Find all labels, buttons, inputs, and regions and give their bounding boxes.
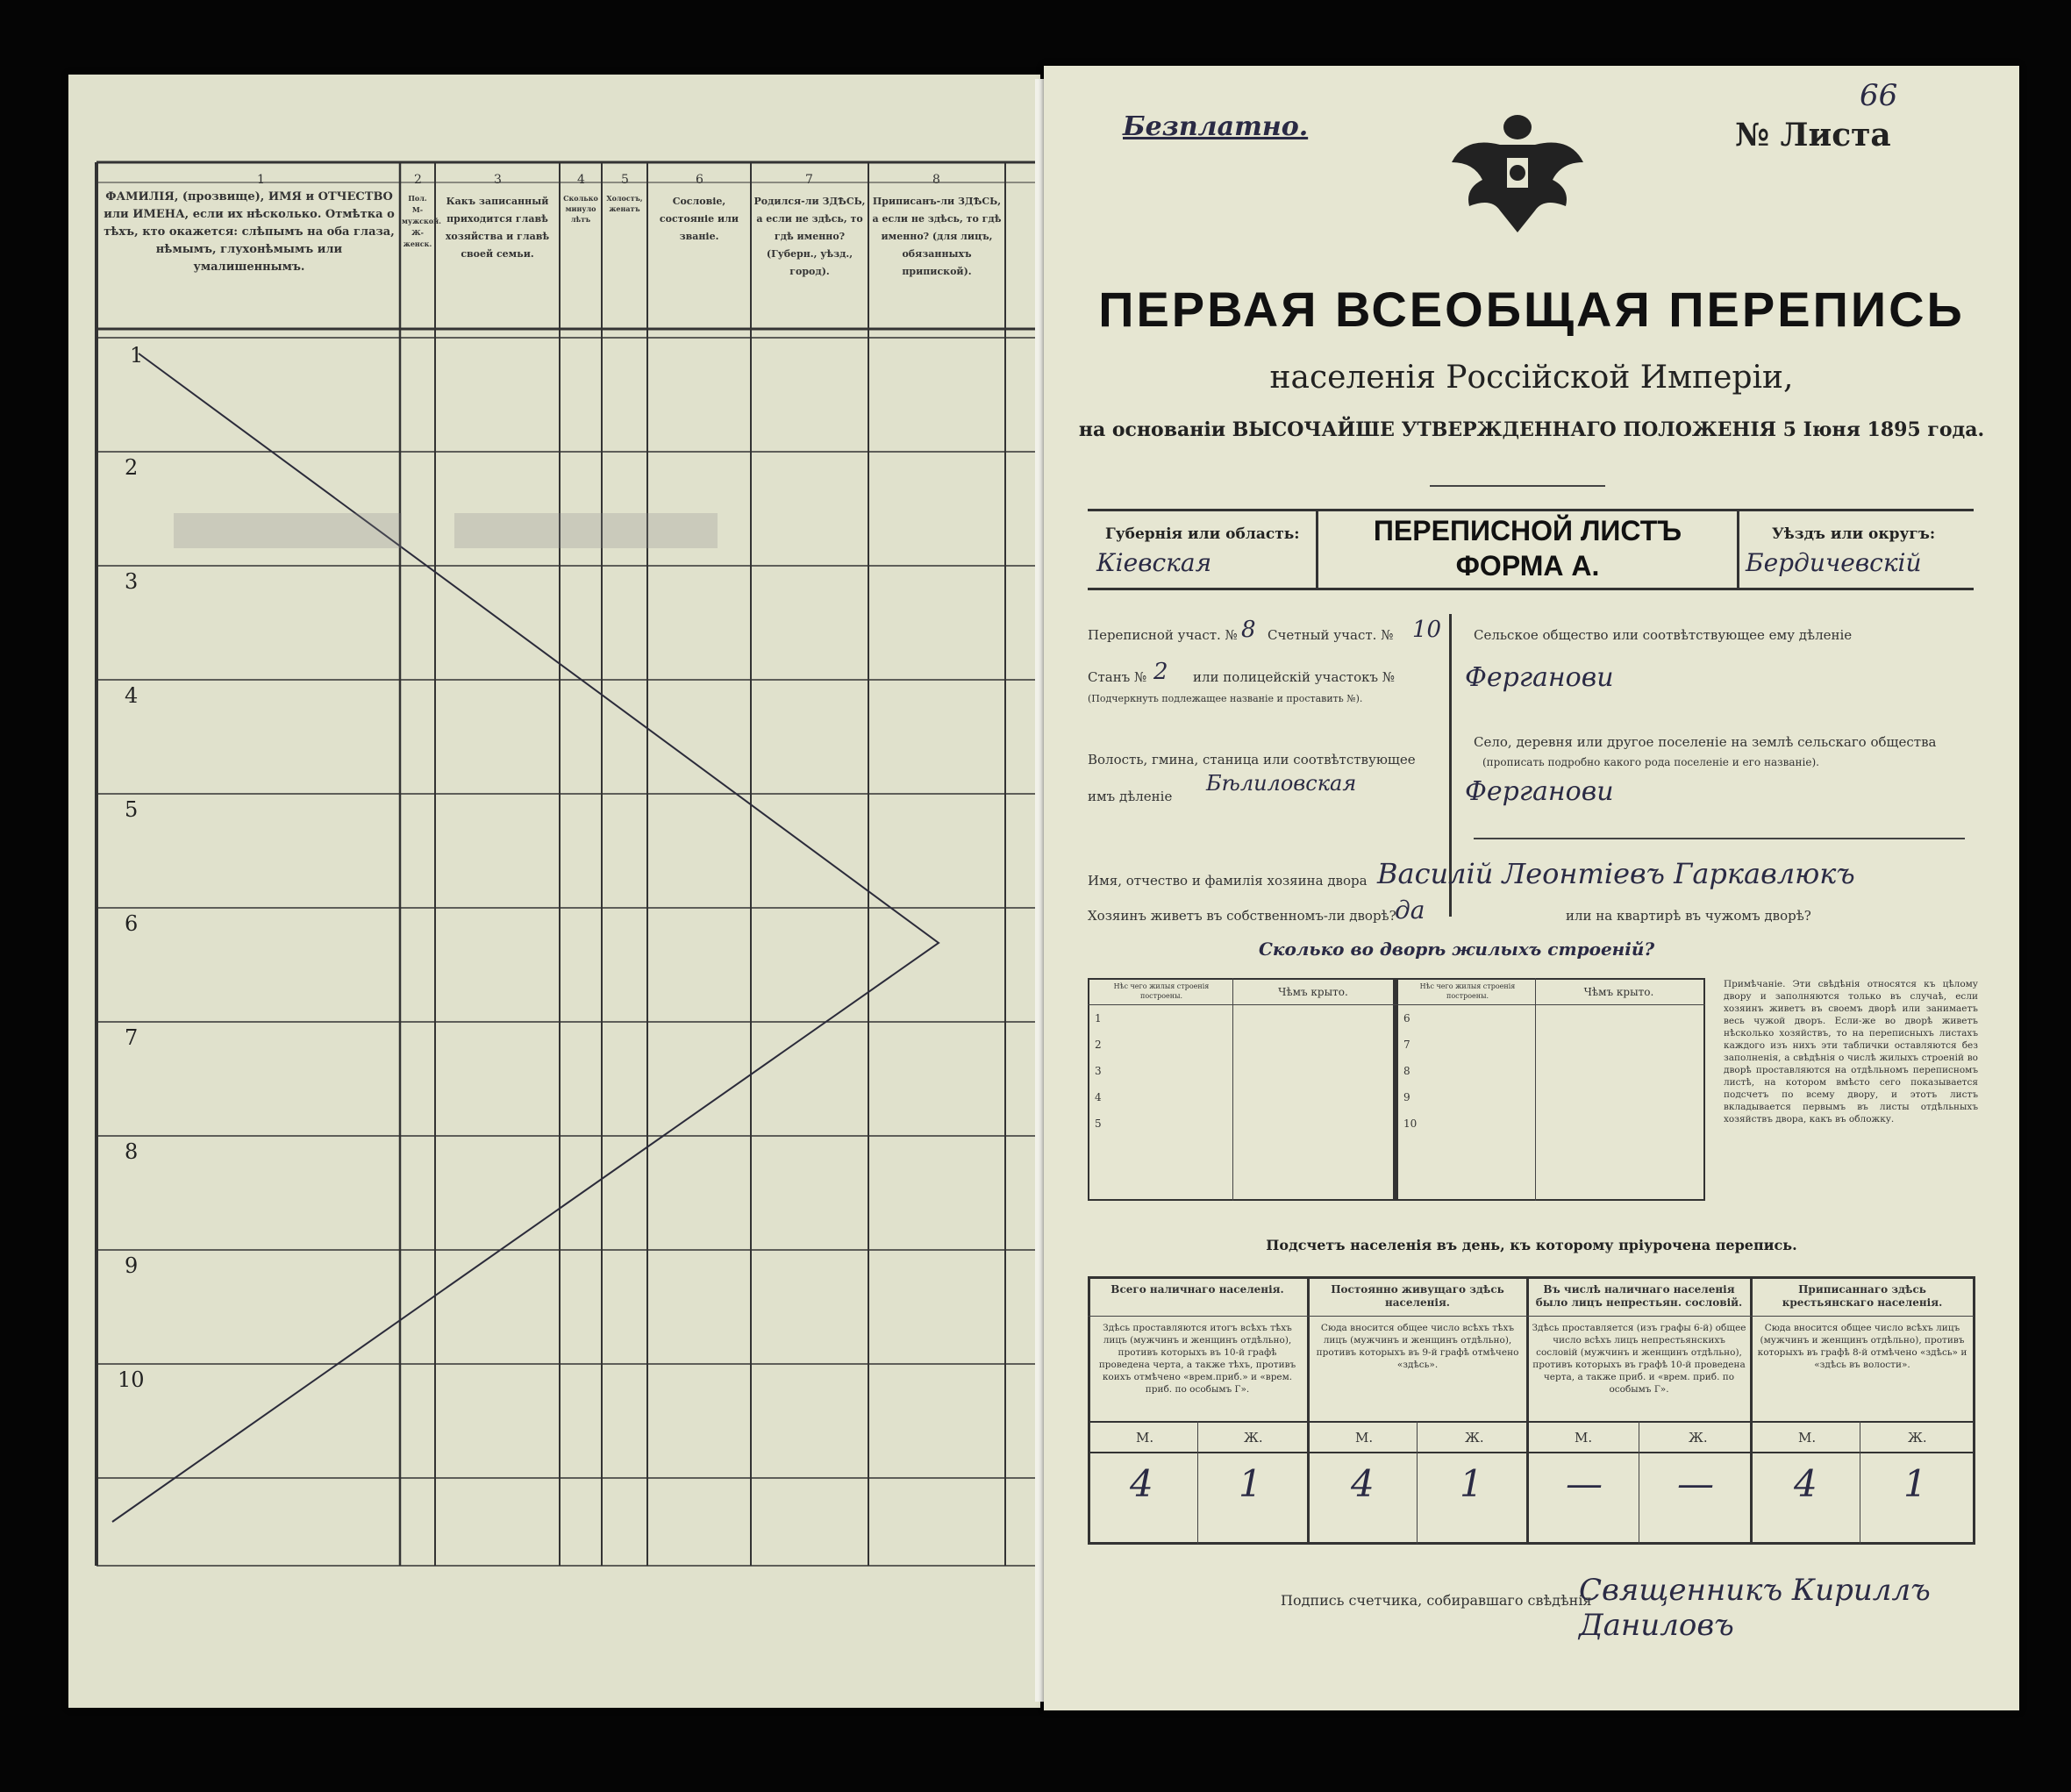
owner-label: Имя, отчество и фамилія хозяина двора bbox=[1088, 873, 1368, 889]
gender-f-label: Ж. bbox=[1244, 1430, 1263, 1446]
count-district-label: Счетный участ. № bbox=[1268, 627, 1394, 643]
tally-group-desc: Здѣсь проставляются итогъ всѣхъ тѣхъ лицъ (мужчинъ и женщинъ отдѣльно), противъ которыхъ въ 10-й графѣ проведена черта, а также тѣхъ, противъ коихъ отмѣчено «врем.приб.» и «врем. приб. по особымъ Г». bbox=[1098, 1323, 1296, 1395]
column-number: 6 bbox=[696, 173, 703, 187]
buildings-row-line bbox=[1088, 1004, 1705, 1005]
buildings-col-b: Чѣмъ крыто. bbox=[1278, 986, 1348, 998]
ornament-divider bbox=[1430, 485, 1605, 487]
uezd-value: Бердичевскій bbox=[1746, 548, 1922, 577]
band-divider bbox=[1737, 509, 1739, 590]
tally-value: 4 bbox=[1351, 1462, 1375, 1505]
tally-row-line bbox=[1088, 1421, 1974, 1423]
building-row-number: 2 bbox=[1095, 1039, 1102, 1051]
column-number: 1 bbox=[257, 173, 265, 187]
header-birthplace-column: Родился-ли ЗДѢСЬ, а если не здѣсь, то гдѣ именно? (Губерн., уѣзд., город). bbox=[753, 196, 866, 277]
column-number: 4 bbox=[577, 173, 585, 187]
row-number: 5 bbox=[125, 797, 139, 822]
tally-row-line bbox=[1088, 1452, 1974, 1453]
gender-m-label: М. bbox=[1798, 1430, 1817, 1446]
row-number: 4 bbox=[125, 683, 139, 708]
document-title: ПЕРВАЯ ВСЕОБЩАЯ ПЕРЕПИСЬ bbox=[1098, 282, 1965, 337]
buildings-label: Сколько во дворѣ жилыхъ строеній? bbox=[1259, 939, 1655, 960]
tally-title: Подсчетъ населенія въ день, къ которому пріурочена перепись. bbox=[1266, 1237, 1797, 1253]
tally-group-title: Постоянно живущаго здѣсь населенія. bbox=[1331, 1283, 1504, 1309]
header-registration-column: Приписанъ-ли ЗДѢСЬ, а если не здѣсь, то гдѣ именно? (для лицъ, обязанныхъ припиской). bbox=[872, 196, 1002, 277]
tally-row-line bbox=[1088, 1316, 1974, 1317]
header-marital-column: Холостъ, женатъ bbox=[606, 194, 643, 213]
signature-label: Подпись счетчика, собиравшаго свѣдѣнія bbox=[1281, 1592, 1592, 1609]
tally-value: 4 bbox=[1130, 1462, 1153, 1505]
village-note: (прописать подробно какого рода поселеніе и его названіе). bbox=[1482, 756, 1819, 768]
header-estate-column: Сословіе, состояніе или званіе. bbox=[659, 196, 739, 242]
band-top bbox=[1088, 509, 1974, 511]
row-number: 10 bbox=[118, 1367, 145, 1392]
row-number: 8 bbox=[125, 1139, 139, 1164]
gender-f-label: Ж. bbox=[1465, 1430, 1484, 1446]
column-number: 2 bbox=[414, 173, 422, 187]
buildings-col-line bbox=[1232, 978, 1233, 1201]
tally-group-title: Приписаннаго здѣсь крестьянскаго населенія. bbox=[1782, 1283, 1943, 1309]
form-title: ПЕРЕПИСНОЙ ЛИСТЪ bbox=[1373, 515, 1682, 546]
gender-m-label: М. bbox=[1136, 1430, 1154, 1446]
society-value: Ферганови bbox=[1465, 662, 1614, 693]
count-district-value: 10 bbox=[1412, 617, 1442, 643]
stan-value: 2 bbox=[1153, 659, 1168, 685]
volost-label: Волость, гмина, станица или соотвѣтствующее имъ дѣленіе bbox=[1088, 752, 1416, 804]
buildings-col-a: Нѣс чего жилыя строенія построены. bbox=[1419, 982, 1516, 1000]
buildings-col-b: Чѣмъ крыто. bbox=[1583, 986, 1654, 998]
tally-col-line bbox=[1417, 1421, 1418, 1544]
row-number: 2 bbox=[125, 455, 139, 480]
tally-value: 4 bbox=[1794, 1462, 1817, 1505]
own-yard-label: Хозяинъ живетъ въ собственномъ-ли дворѣ? bbox=[1088, 908, 1396, 924]
row-number: 6 bbox=[125, 911, 139, 936]
remark-text: Примѣчаніе. Эти свѣдѣнія относятся къ цѣлому двору и заполняются только въ случаѣ, если хозяинъ живетъ въ своемъ дворѣ или занимаетъ весь чужой дворъ. Если-же во дворѣ живетъ нѣсколько хозяйствъ, то на переписныхъ листахъ каждого изъ нихъ эти таблички оставляются без заполненія, а свѣдѣнія о числѣ жилыхъ строеній во дворѣ проставляются на отдѣльномъ переписномъ листѣ, на котором вмѣсто сего показывается подсчетъ по всему двору, и этотъ листъ вкладывается первымъ въ листы отдѣльныхъ хозяйствъ двора, какъ въ обложку. bbox=[1724, 979, 1978, 1124]
sheet-number-label: № Листа bbox=[1735, 117, 1891, 153]
right-page bbox=[1044, 66, 2019, 1710]
tally-group-title: Всего наличнаго населенія. bbox=[1110, 1283, 1284, 1296]
column-number: 7 bbox=[805, 173, 813, 187]
tally-group-desc: Здѣсь проставляется (изъ графы 6-й) общее число всѣхъ лицъ непрестьянскихъ сословій (мужчинъ и женщинъ отдѣльно), противъ которыхъ въ графѣ 10-й проведена черта, а также приб. и «врем. приб. по особымъ Г». bbox=[1532, 1323, 1746, 1395]
imperial-eagle-icon bbox=[1447, 110, 1588, 241]
band-bottom bbox=[1088, 588, 1974, 590]
building-row-number: 7 bbox=[1403, 1039, 1410, 1051]
header-age-column: Сколько минуло лѣтъ bbox=[563, 194, 598, 224]
village-value: Ферганови bbox=[1465, 776, 1614, 807]
building-row-number: 6 bbox=[1403, 1012, 1410, 1025]
rent-label: или на квартирѣ въ чужомъ дворѣ? bbox=[1566, 908, 1811, 924]
tally-value: — bbox=[1677, 1462, 1714, 1505]
society-label: Сельское общество или соотвѣтствующее ему дѣленіе bbox=[1474, 627, 1853, 643]
census-district-value: 8 bbox=[1241, 617, 1256, 643]
sheet-number-value: 66 bbox=[1860, 78, 1898, 113]
tally-group-title: Въ числѣ наличнаго населенія было лицъ непрестьян. сословій. bbox=[1535, 1283, 1743, 1309]
village-line bbox=[1474, 838, 1965, 839]
gubernia-value: Кіевская bbox=[1096, 548, 1212, 577]
header-relation-column: Какъ записанный приходится главѣ хозяйства и главѣ своей семьи. bbox=[445, 196, 550, 260]
gender-f-label: Ж. bbox=[1689, 1430, 1708, 1446]
building-row-number: 1 bbox=[1095, 1012, 1102, 1025]
own-yard-value: да bbox=[1395, 896, 1425, 925]
tally-value: 1 bbox=[1239, 1462, 1262, 1505]
uezd-label: Уѣздъ или округъ: bbox=[1772, 525, 1936, 543]
tally-group-desc: Сюда вносится общее число всѣхъ тѣхъ лицъ (мужчинъ и женщинъ отдѣльно), противъ которыхъ въ 9-й графѣ отмѣчено «здѣсь». bbox=[1316, 1323, 1519, 1370]
form-name: ФОРМА А. bbox=[1455, 550, 1600, 582]
building-row-number: 8 bbox=[1403, 1065, 1410, 1077]
document-subtitle: населенія Россійской Имперіи, bbox=[1269, 360, 1794, 396]
gender-f-label: Ж. bbox=[1908, 1430, 1927, 1446]
column-number: 5 bbox=[621, 173, 629, 187]
building-row-number: 4 bbox=[1095, 1091, 1102, 1103]
tally-value: 1 bbox=[1903, 1462, 1927, 1505]
owner-value: Василій Леонтіевъ Гаркавлюкъ bbox=[1377, 857, 1855, 890]
building-row-number: 5 bbox=[1095, 1117, 1102, 1130]
village-label: Село, деревня или другое поселеніе на землѣ сельскаго общества bbox=[1474, 734, 1937, 750]
tally-group-desc: Сюда вносится общее число всѣхъ лицъ (мужчинъ и женщинъ отдѣльно), противъ которыхъ въ графѣ 8-й отмѣчено «здѣсь» и «здѣсь въ волости». bbox=[1757, 1323, 1967, 1370]
volost-value: Бѣлиловская bbox=[1206, 771, 1357, 796]
document-basis: на основаніи ВЫСОЧАЙШЕ УТВЕРЖДЕННАГО ПОЛОЖЕНІЯ 5 Іюня 1895 года. bbox=[1078, 418, 1985, 441]
gender-m-label: М. bbox=[1355, 1430, 1374, 1446]
census-district-label: Переписной участ. № bbox=[1088, 627, 1238, 643]
tally-value: — bbox=[1566, 1462, 1603, 1505]
buildings-col-a: Нѣс чего жилыя строенія построены. bbox=[1113, 982, 1210, 1000]
header-name-column: ФАМИЛІЯ, (прозвище), ИМЯ и ОТЧЕСТВО или ИМЕНА, если их нѣсколько. Отмѣтка о тѣхъ, кто окажется: слѣпымъ на оба глаза, нѣмымъ, глухонѣмымъ или умалишеннымъ. bbox=[104, 190, 395, 274]
row-number: 7 bbox=[125, 1025, 139, 1050]
column-number: 3 bbox=[494, 173, 502, 187]
signature-value: Священникъ Кириллъ Даниловъ bbox=[1579, 1573, 1931, 1643]
buildings-col-line bbox=[1535, 978, 1536, 1201]
tally-col-line bbox=[1197, 1421, 1198, 1544]
gubernia-label: Губернія или область: bbox=[1105, 525, 1300, 543]
gender-m-label: М. bbox=[1575, 1430, 1593, 1446]
row-number: 1 bbox=[130, 343, 144, 368]
underline-note: (Подчеркнуть подлежащее названіе и проставить №). bbox=[1088, 693, 1363, 704]
building-row-number: 3 bbox=[1095, 1065, 1102, 1077]
left-page bbox=[68, 75, 1040, 1708]
building-row-number: 10 bbox=[1403, 1117, 1418, 1130]
row-number: 9 bbox=[125, 1253, 139, 1278]
tally-value: 1 bbox=[1460, 1462, 1483, 1505]
header-sex-column: Пол. М-мужской. Ж-женск. bbox=[402, 194, 441, 248]
stan-label: Станъ № bbox=[1088, 669, 1147, 685]
buildings-divider bbox=[1393, 978, 1398, 1201]
row-number: 3 bbox=[125, 569, 139, 594]
column-number: 8 bbox=[932, 173, 940, 187]
police-label: или полицейскій участокъ № bbox=[1193, 669, 1396, 685]
free-label: Безплатно. bbox=[1123, 111, 1309, 142]
building-row-number: 9 bbox=[1403, 1091, 1410, 1103]
